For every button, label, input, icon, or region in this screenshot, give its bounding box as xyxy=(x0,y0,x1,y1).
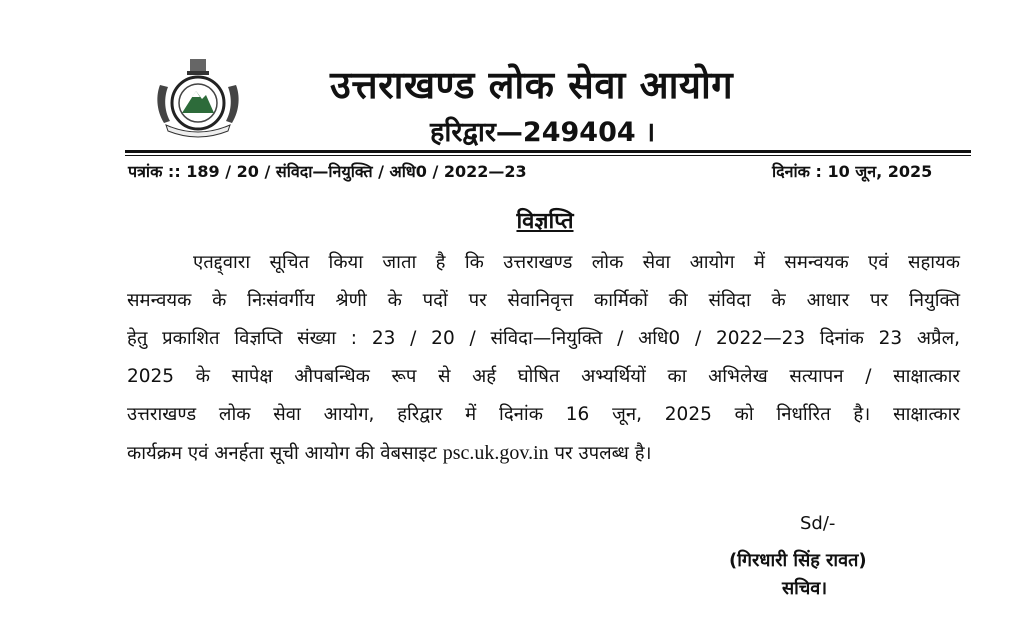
notice-date: दिनांक : 10 जून, 2025 xyxy=(772,162,933,181)
header-divider-thin xyxy=(125,155,971,156)
notice-line: हेतु प्रकाशित विज्ञप्ति संख्या : 23 / 20 / संविदा—नियुक्ति / अधि0 / 2022—23 दिनांक 23 अप्रैल, xyxy=(127,328,960,349)
notice-body xyxy=(127,244,960,473)
reference-number: पत्रांक :: 189 / 20 / संविदा—नियुक्ति / अधि0 / 2022—23 xyxy=(128,162,527,181)
notice-line-suffix: पर उपलब्ध है। xyxy=(554,443,652,464)
organization-address: हरिद्वार—249404 । xyxy=(430,117,656,148)
notice-line: 2025 के सापेक्ष औपबन्धिक रूप से अर्ह घोषित अभ्यर्थियों का अभिलेख सत्यापन / साक्षात्कार xyxy=(127,366,960,387)
signatory-name: (गिरधारी सिंह रावत) xyxy=(729,550,867,571)
signature-mark: Sd/- xyxy=(800,513,836,534)
notice-line-last xyxy=(127,434,960,473)
notice-line-prefix: कार्यक्रम एवं अनर्हता सूची आयोग की वेबसाइट xyxy=(127,443,437,464)
notice-line: एतद्द्वारा सूचित किया जाता है कि उत्तराखण्ड लोक सेवा आयोग में समन्वयक एवं सहायक xyxy=(193,252,960,273)
website-link[interactable]: psc.uk.gov.in xyxy=(442,442,549,464)
header-divider xyxy=(125,150,971,153)
notice-line: समन्वयक के निःसंवर्गीय श्रेणी के पदों पर सेवानिवृत्त कार्मिकों की संविदा के आधार पर नियुक्ति xyxy=(127,290,960,311)
notice-heading: विज्ञप्ति xyxy=(516,209,574,234)
notice-line: उत्तराखण्ड लोक सेवा आयोग, हरिद्वार में दिनांक 16 जून, 2025 को निर्धारित है। साक्षात्कार xyxy=(127,404,960,425)
commission-logo xyxy=(152,55,244,143)
organization-title: उत्तराखण्ड लोक सेवा आयोग xyxy=(330,63,734,107)
signatory-designation: सचिव। xyxy=(782,578,828,599)
